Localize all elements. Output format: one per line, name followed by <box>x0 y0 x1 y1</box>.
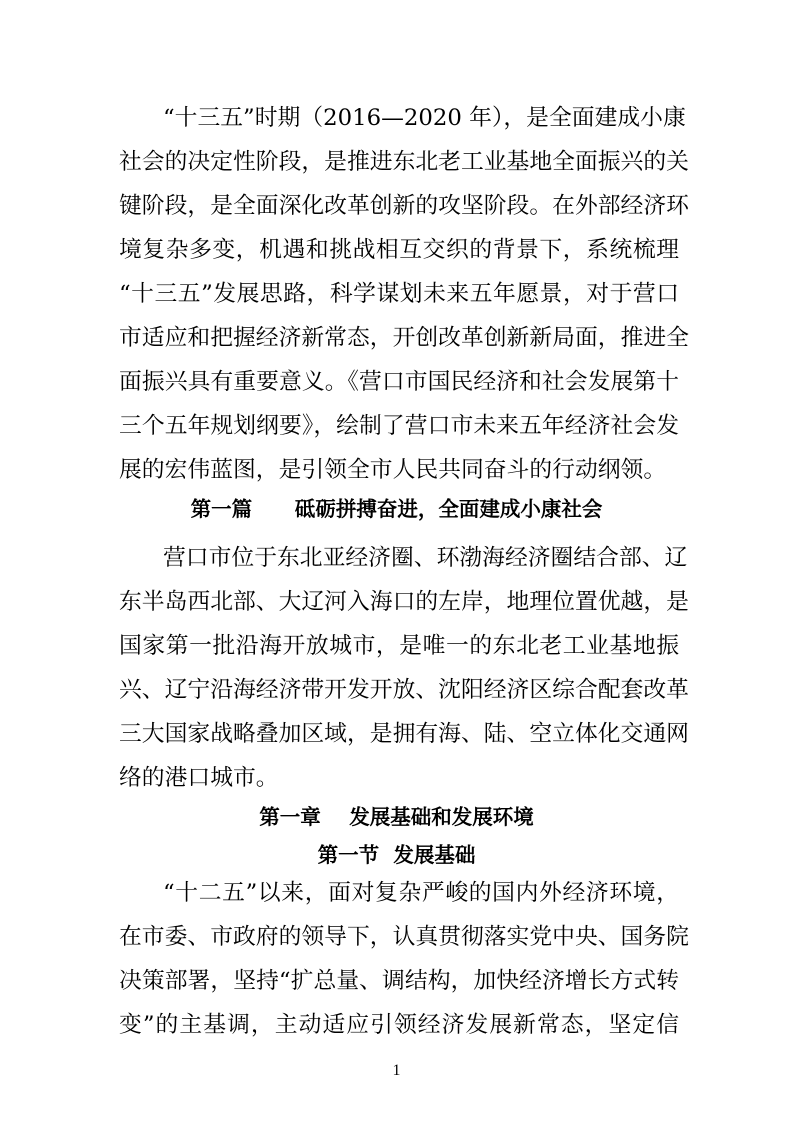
paragraph-3-line-4: 变”的主基调，主动适应引领经济发展新常态，坚定信 <box>119 1012 679 1038</box>
paragraph-1-line-2: 社会的决定性阶段，是推进东北老工业基地全面振兴的关 <box>119 149 689 175</box>
paragraph-3-line-2: 在市委、市政府的领导下，认真贯彻落实党中央、国务院 <box>119 924 689 950</box>
paragraph-1-line-1: “十三五”时期（2016—2020 年），是全面建成小康 <box>163 105 686 131</box>
paragraph-1-line-7: 面振兴具有重要意义。《营口市国民经济和社会发展第十 <box>119 369 679 395</box>
paragraph-1-line-8: 三个五年规划纲要》，绘制了营口市未来五年经济社会发 <box>119 413 679 439</box>
paragraph-2-line-6: 络的港口城市。 <box>119 765 279 791</box>
page-number: 1 <box>392 1062 401 1079</box>
paragraph-2-line-2: 东半岛西北部、大辽河入海口的左岸，地理位置优越，是 <box>119 589 689 615</box>
paragraph-1-line-5: “十三五”发展思路，科学谋划未来五年愿景，对于营口 <box>119 281 679 307</box>
paragraph-3-line-1: “十二五”以来，面对复杂严峻的国内外经济环境， <box>163 880 679 906</box>
chapter-heading: 第一章 发展基础和发展环境 <box>259 805 534 829</box>
paragraph-1-line-4: 境复杂多变，机遇和挑战相互交织的背景下，系统梳理 <box>119 237 679 263</box>
paragraph-2-line-3: 国家第一批沿海开放城市，是唯一的东北老工业基地振 <box>119 633 679 659</box>
section-heading: 第一节 发展基础 <box>317 843 476 867</box>
paragraph-1-line-3: 键阶段，是全面深化改革创新的攻坚阶段。在外部经济环 <box>119 193 689 219</box>
paragraph-1-line-6: 市适应和把握经济新常态，开创改革创新新局面，推进全 <box>119 325 689 351</box>
paragraph-2-line-1: 营口市位于东北亚经济圈、环渤海经济圈结合部、辽 <box>163 545 688 571</box>
paragraph-1-line-9: 展的宏伟蓝图，是引领全市人民共同奋斗的行动纲领。 <box>119 457 667 483</box>
paragraph-2-line-4: 兴、辽宁沿海经济带开发开放、沈阳经济区综合配套改革 <box>119 677 689 703</box>
paragraph-2-line-5: 三大国家战略叠加区域，是拥有海、陆、空立体化交通网 <box>119 721 689 747</box>
paragraph-3-line-3: 决策部署，坚持“扩总量、调结构，加快经济增长方式转 <box>119 968 679 994</box>
part-heading: 第一篇 砥砺拼搏奋进，全面建成小康社会 <box>190 497 603 521</box>
